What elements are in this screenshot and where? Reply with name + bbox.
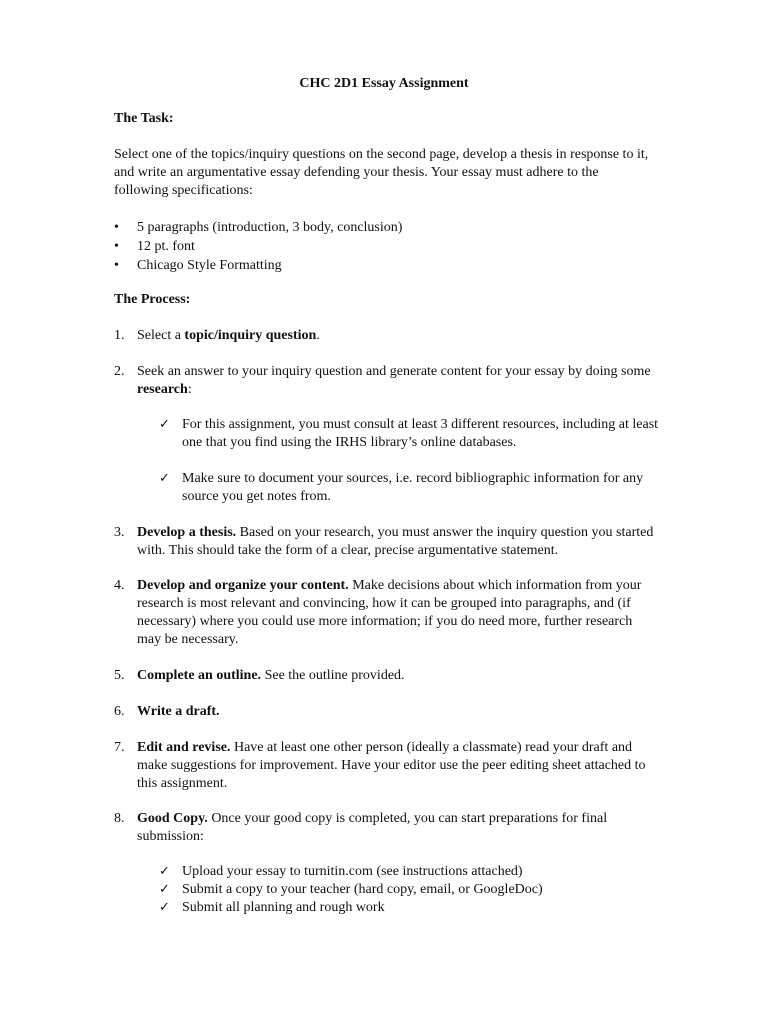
step-5 bbox=[114, 667, 659, 685]
page-title: CHC 2D1 Essay Assignment bbox=[299, 76, 469, 91]
step-2 bbox=[114, 363, 659, 399]
check-text: For this assignment, you must consult at least 3 different resources, including at least one that you find using the IRHS library’s online databases. bbox=[182, 417, 659, 450]
step-6 bbox=[114, 703, 659, 721]
step-text: Seek an answer to your inquiry question and generate content for your essay by doing some bbox=[137, 364, 651, 379]
specifications-list bbox=[114, 218, 402, 275]
step-number: 8. bbox=[114, 811, 125, 826]
step-4 bbox=[114, 577, 659, 649]
submission-check-1 bbox=[159, 863, 659, 881]
research-check-2 bbox=[159, 470, 659, 506]
check-text: Submit a copy to your teacher (hard copy, email, or GoogleDoc) bbox=[182, 882, 543, 897]
list-item bbox=[114, 237, 402, 256]
step-3 bbox=[114, 524, 659, 560]
step-number: 5. bbox=[114, 668, 125, 683]
step-text: Based on your research, you must answer the inquiry question you started with. This should take the form of a clear, precise argumentative statement. bbox=[137, 525, 654, 558]
step-emphasis: Good Copy. bbox=[137, 811, 208, 826]
process-heading: The Process: bbox=[114, 292, 191, 307]
step-emphasis: Complete an outline. bbox=[137, 668, 262, 683]
step-1 bbox=[114, 327, 659, 345]
bullet-icon: • bbox=[114, 220, 119, 235]
step-emphasis: Edit and revise. bbox=[137, 740, 231, 755]
list-item-text: 5 paragraphs (introduction, 3 body, conclusion) bbox=[137, 220, 403, 235]
step-text: See the outline provided. bbox=[261, 668, 405, 683]
submission-check-2 bbox=[159, 881, 659, 899]
bullet-icon: • bbox=[114, 258, 119, 273]
step-emphasis: topic/inquiry question bbox=[184, 328, 317, 343]
list-item bbox=[114, 218, 402, 237]
step-text: . bbox=[316, 328, 320, 343]
step-number: 2. bbox=[114, 364, 125, 379]
step-emphasis: Write a draft. bbox=[137, 704, 220, 719]
step-text: Once your good copy is completed, you can start preparations for final submission: bbox=[137, 811, 608, 844]
list-item bbox=[114, 256, 402, 275]
step-text: Have at least one other person (ideally a classmate) read your draft and make suggestions for improvement. Have your editor use the peer editing sheet attached to this assignment. bbox=[137, 740, 646, 791]
step-number: 1. bbox=[114, 328, 125, 343]
step-text: Select a bbox=[137, 328, 185, 343]
checkmark-icon: ✓ bbox=[159, 417, 170, 432]
step-8 bbox=[114, 810, 659, 846]
step-text: Make decisions about which information from your research is most relevant and convincing, how it can be grouped into paragraphs, and (if necessary) where you could use more information; if you do need more, further research may be necessary. bbox=[137, 578, 642, 647]
step-text: : bbox=[187, 382, 192, 397]
step-number: 4. bbox=[114, 578, 125, 593]
checkmark-icon: ✓ bbox=[159, 471, 170, 486]
step-emphasis: Develop and organize your content. bbox=[137, 578, 349, 593]
step-emphasis: Develop a thesis. bbox=[137, 525, 237, 540]
task-heading: The Task: bbox=[114, 111, 174, 126]
list-item-text: 12 pt. font bbox=[137, 239, 195, 254]
task-paragraph: Select one of the topics/inquiry questions on the second page, develop a thesis in response to it, and write an argumentative essay defending your thesis. Your essay must adhere to the following specifications: bbox=[114, 147, 649, 198]
step-number: 6. bbox=[114, 704, 125, 719]
step-7 bbox=[114, 739, 659, 793]
list-item-text: Chicago Style Formatting bbox=[137, 258, 282, 273]
checkmark-icon: ✓ bbox=[159, 900, 170, 915]
submission-check-3 bbox=[159, 899, 659, 917]
step-number: 7. bbox=[114, 740, 125, 755]
checkmark-icon: ✓ bbox=[159, 864, 170, 879]
bullet-icon: • bbox=[114, 239, 119, 254]
step-number: 3. bbox=[114, 525, 125, 540]
checkmark-icon: ✓ bbox=[159, 882, 170, 897]
check-text: Make sure to document your sources, i.e. record bibliographic information for any source you get notes from. bbox=[182, 471, 644, 504]
research-check-1 bbox=[159, 416, 659, 452]
step-emphasis: research bbox=[137, 382, 188, 397]
check-text: Submit all planning and rough work bbox=[182, 900, 385, 915]
check-text: Upload your essay to turnitin.com (see instructions attached) bbox=[182, 864, 523, 879]
